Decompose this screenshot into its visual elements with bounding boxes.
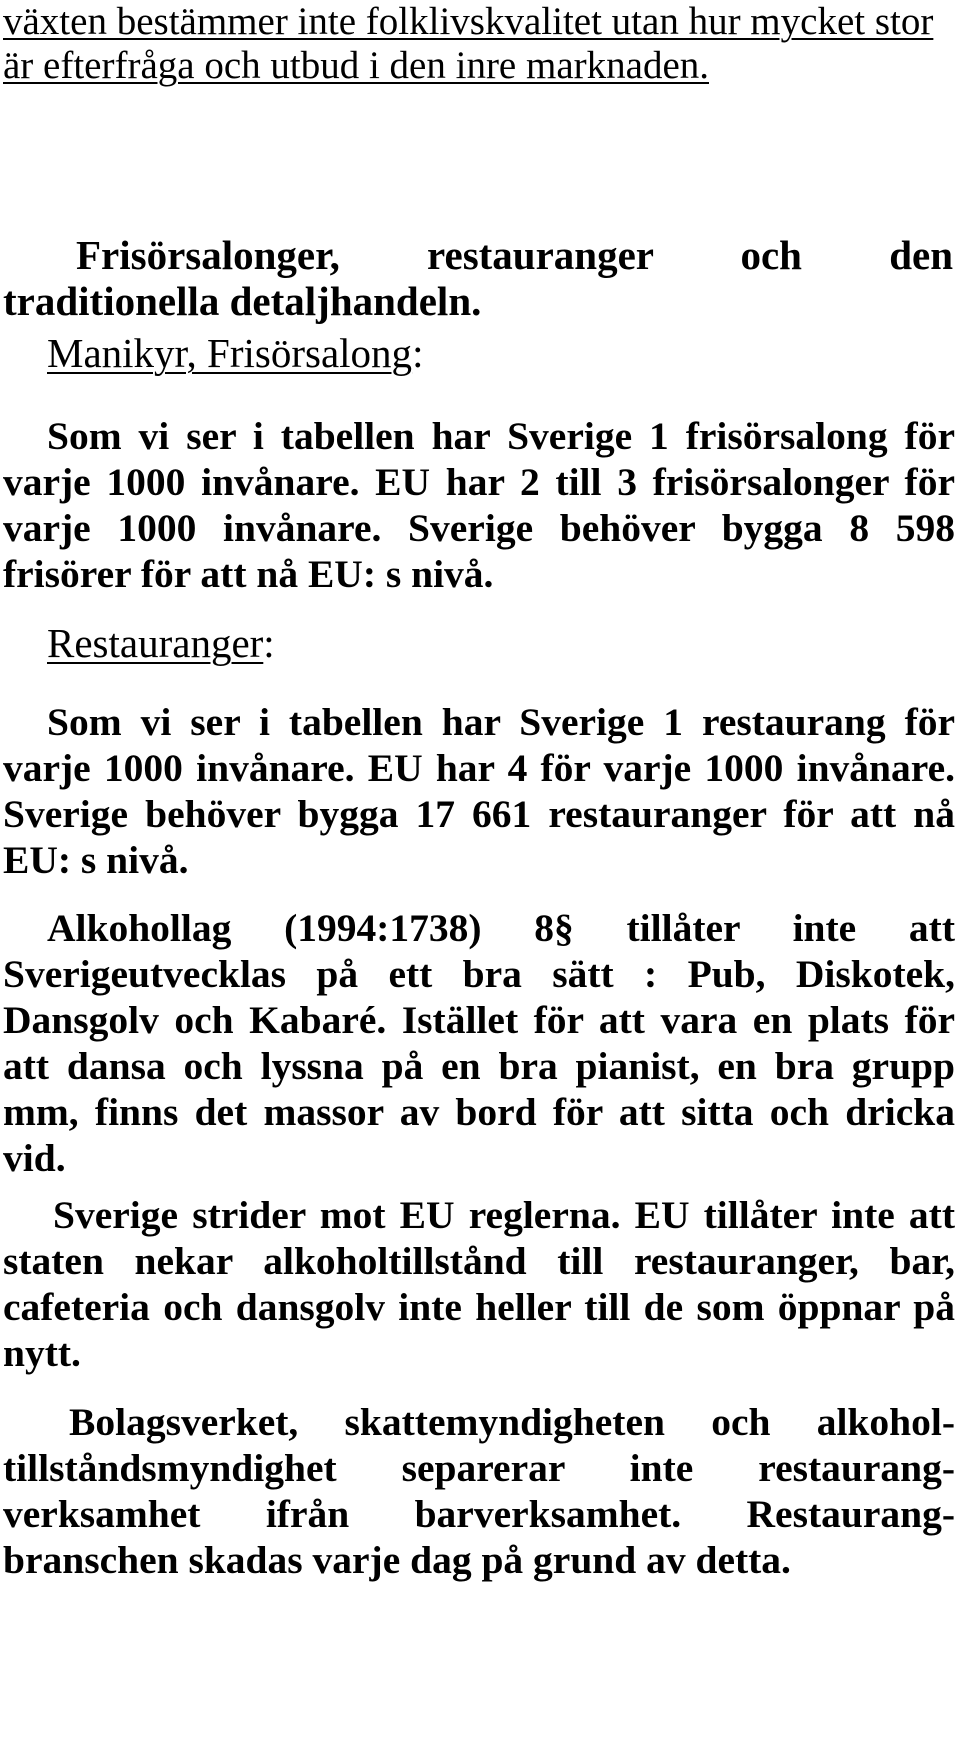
manikyr-heading <box>47 330 423 376</box>
section-heading-line-1: Frisörsalonger, restauranger och den <box>76 232 953 278</box>
restauranger-heading-colon: : <box>263 620 275 666</box>
manikyr-heading-colon: : <box>412 330 424 376</box>
section-heading-line-2: traditionella detaljhandeln. <box>3 278 482 324</box>
restauranger-paragraph: Som vi ser i tabellen har Sverige 1 restaurang för varje 1000 invånare. EU har 4 för varje 1000 invånare. Sverige behöver bygga 17 661 restauranger för att nå EU: s nivå. <box>3 700 955 882</box>
eu-regler-paragraph: Sverige strider mot EU reglerna. EU tillåter inte att staten nekar alkoholtillstånd till restauranger, bar, cafeteria och dansgolv inte heller till de som öppnar på nytt. <box>3 1193 955 1375</box>
restauranger-heading <box>47 620 275 666</box>
manikyr-paragraph: Som vi ser i tabellen har Sverige 1 frisörsalong för varje 1000 invånare. EU har 2 till 3 frisörsalonger för varje 1000 invånare. Sverige behöver bygga 8 598 frisörer för att nå EU: s nivå. <box>3 414 955 596</box>
manikyr-heading-label: Manikyr, Frisörsalong <box>47 330 413 376</box>
intro-paragraph: växten bestämmer inte folklivskvalitet utan hur mycket stor är efterfråga och utbud i den inre marknaden. <box>3 0 934 87</box>
bolagsverket-paragraph: Bolagsverket, skattemyndigheten och alkohol-tillståndsmyndighet separerar inte restaurang-verksamhet ifrån barverksamhet. Restaurang-branschen skadas varje dag på grund av detta. <box>3 1400 955 1582</box>
restauranger-heading-label: Restauranger <box>47 620 264 666</box>
section-heading <box>3 232 953 324</box>
alkohollag-paragraph: Alkohollag (1994:1738) 8§ tillåter inte att Sverigeutvecklas på ett bra sätt : Pub, Diskotek, Dansgolv och Kabaré. Istället för att vara en plats för att dansa och lyssna på en bra pianist, en bra grupp mm, finns det massor av bord för att sitta och dricka vid. <box>3 906 955 1180</box>
